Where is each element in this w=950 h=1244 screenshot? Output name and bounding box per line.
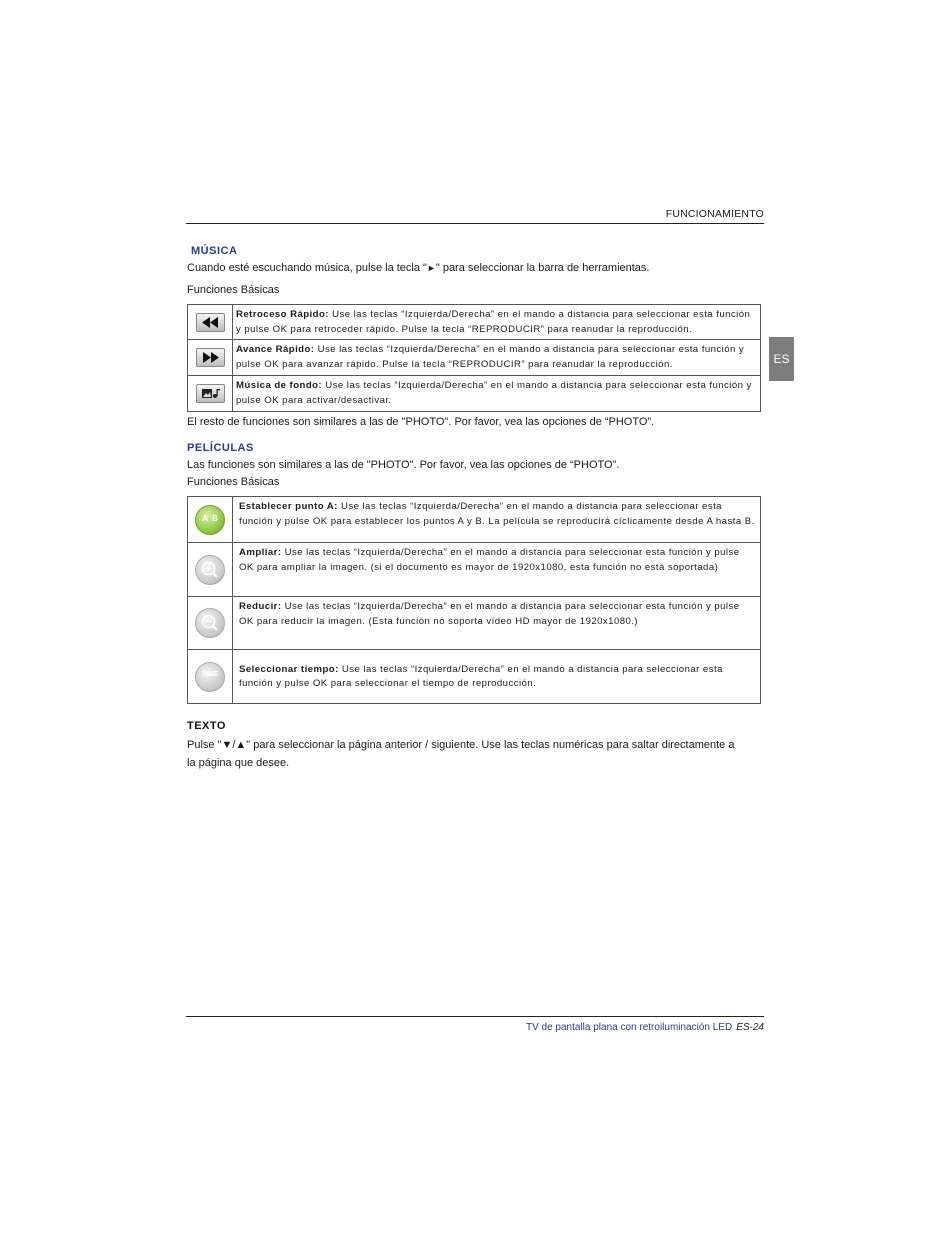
function-text: Use las teclas “Izquierda/Derecha” en el mando a distancia para seleccionar esta función y pulse OK para activar/desactivar. [236,380,752,406]
page-number: ES-24 [736,1022,764,1033]
function-text: Use las teclas “Izquierda/Derecha” en el mando a distancia para seleccionar esta función y pulse OK para retroceder rápido. Pulse la tecla “REPRODUCIR” para reanudar la reproducción. [236,309,751,335]
musica-heading: MÚSICA [191,245,238,257]
table-row [188,497,761,543]
musica-intro-pre: Cuando esté escuchando música, pulse la tecla " [187,262,427,274]
function-description [233,543,761,597]
page-footer [526,1022,764,1033]
function-text: Use las teclas “Izquierda/Derecha” en el mando a distancia para seleccionar esta función y pulse OK para avanzar rápido. Pulse la tecla “REPRODUCIR” para reanudar la reproducción. [236,344,745,370]
icon-cell [188,650,233,704]
peliculas-heading: PELÍCULAS [187,442,254,454]
function-description [233,497,761,543]
icon-cell [188,597,233,650]
peliculas-functions-table [187,496,761,704]
function-label: Retroceso Rápido: [236,309,329,320]
function-label: Avance Rápido: [236,344,315,355]
function-description [233,376,761,412]
icon-cell [188,543,233,597]
function-description [233,650,761,704]
icon-cell [188,497,233,543]
language-tab: ES [769,337,794,381]
section-header: FUNCIONAMIENTO [665,208,764,220]
ab-repeat-icon-text: A B [202,513,218,523]
musica-intro-post: " para seleccionar la barra de herramientas. [435,262,650,274]
texto-heading: TEXTO [187,720,226,732]
texto-line-1: Pulse "▼/▲" para seleccionar la página anterior / siguiente. Use las teclas numéricas para saltar directamente a [187,739,735,751]
texto-line-2: la página que desee. [187,757,290,769]
table-row [188,305,761,340]
function-text: Use las teclas “Izquierda/Derecha” en el mando a distancia para seleccionar esta función y pulse OK para ampliar la imagen. (si el documento es mayor de 1920x1080, esta función no está soportada) [239,547,740,573]
table-row [188,650,761,704]
ab-repeat-icon [195,505,225,535]
musica-subheading: Funciones Básicas [187,284,280,296]
zoom-out-icon [195,608,225,638]
background-music-icon [196,384,225,403]
table-row [188,340,761,376]
function-label: Ampliar: [239,547,282,558]
function-description [233,340,761,376]
icon-cell [188,305,233,340]
musica-intro [187,261,649,275]
table-row [188,376,761,412]
musica-note: El resto de funciones son similares a las de "PHOTO". Por favor, vea las opciones de “PHOTO”. [187,416,655,428]
table-row [188,597,761,650]
function-label: Reducir: [239,601,282,612]
function-description [233,597,761,650]
function-label: Música de fondo: [236,380,323,391]
musica-functions-table [187,304,761,412]
footer-rule [186,1016,764,1017]
header-rule [186,223,764,224]
play-symbol-icon: ► [426,263,436,273]
function-text: Use las teclas “Izquierda/Derecha” en el mando a distancia para seleccionar esta función y pulse OK para establecer los puntos A y B. La película se reproducirá cíclicamente desde A hasta B. [239,501,755,527]
function-text: Use las teclas “Izquierda/Derecha” en el mando a distancia para seleccionar esta función y pulse OK para seleccionar el tiempo de reproducción. [239,663,723,689]
icon-cell [188,340,233,376]
function-description [233,305,761,340]
function-text: Use las teclas “Izquierda/Derecha” en el mando a distancia para seleccionar esta función y pulse OK para reducir la imagen. (Esta función no soporta vídeo HD mayor de 1920x1080.) [239,601,740,627]
peliculas-intro: Las funciones son similares a las de "PHOTO". Por favor, vea las opciones de “PHOTO”. [187,459,620,471]
rewind-icon [196,313,225,332]
peliculas-subheading: Funciones Básicas [187,476,280,488]
time-select-icon [195,662,225,692]
fast-forward-icon [196,348,225,367]
icon-cell [188,376,233,412]
function-label: Seleccionar tiempo: [239,663,339,675]
footer-product: TV de pantalla plana con retroiluminación LED [525,1022,733,1033]
function-label: Establecer punto A: [239,501,338,512]
zoom-in-icon [195,555,225,585]
table-row [188,543,761,597]
time-icon-text: TIME [201,670,219,678]
